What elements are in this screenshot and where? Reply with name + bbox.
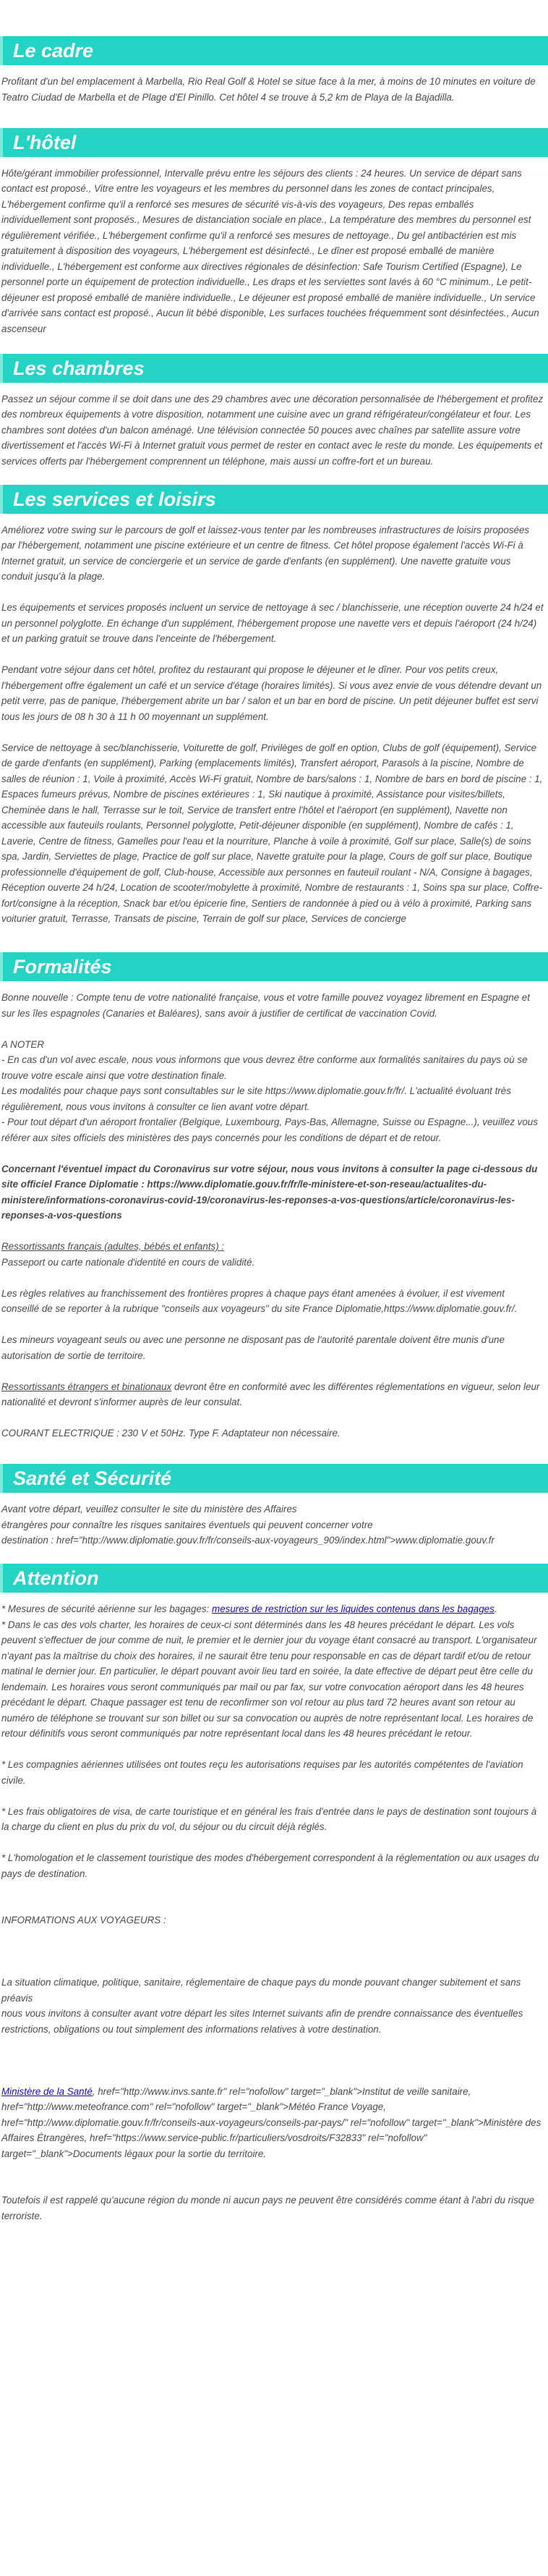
useful-links [1,2084,544,2162]
section-chambres [0,354,548,470]
services-list: Service de nettoyage à sec/blanchisserie, Voiturette de golf, Privilèges de golf en option, Clubs de golf (équipement), Service de garde d'enfants (en supplément), Parking (emplacements limités), Transfert aéroport, Parasols à la piscine, Nombre de salles de réunion : 1, Voile à proximité, Accès Wi-Fi gratuit, Nombre de bars/salons : 1, Nombre de bars en bord de piscine : 1, Espaces fumeurs prévus, Nombre de piscines extérieures : 1, Ski nautique à proximité, Assistance pour visites/billets, Cheminée dans le hall, Terrasse sur le toit, Service de transfert entre l'hôtel et l'aéroport (en supplément), Navette non accessible aux fauteuils roulants, Personnel polyglotte, Petit-déjeuner disponible (en supplément), Nombre de cafés : 1, Laverie, Centre de fitness, Gamelles pour l'eau et la nourriture, Planche à voile à proximité, Golf sur place, Salle(s) de soins spa, Jardin, Serviettes de plage, Practice de golf sur place, Navette gratuite pour la plage, Cours de golf sur place, Boutique professionnelle d'équipement de golf, Club-house, Accessible aux personnes en fauteuil roulant - N/A, Consigne à bagages, Réception ouverte 24 h/24, Location de scooter/mobylette à proximité, Nombre de restaurants : 1, Soins spa sur place, Coffre-fort/consigne à la réception, Snack bar et/ou épicerie fine, Sentiers de randonnée à pied ou à vélo à proximité, Parking sans voiturier gratuit, Terrasse, Transats de piscine, Terrain de golf sur place, Services de concierge [1,742,543,924]
services-intro: Améliorez votre swing sur le parcours de golf et laissez-vous tenter par les nombreuses infrastructures de loisirs proposées par l'hébergement, notamment une piscine extérieure et un centre de fitness. Cet hôtel propose également l'accès Wi-Fi à Internet gratuit, un service de conciergerie et un service de garde d'enfants (en supplément). Une navette gratuite vous conduit jusqu'à la plage. [1,524,530,582]
attention-classification: * L'homologation et le classement touristique des modes d'hébergement correspondent à la réglementation ou aux usages du pays de destination. [1,1852,539,1879]
foreign-text: devront être en conformité avec les différentes réglementations en vigueur, selon leur nationalité et devront s'informer auprès de leur consulat. [1,1381,540,1407]
note-diplomatie: Les modalités pour chaque pays sont consultables sur le site https://www.diplomatie.gouv.fr/fr/. L'actualité évoluant très régulièrement, nous vous invitons à consulter ce lien avant votre départ. [1,1085,511,1112]
links-text: , href="http://www.invs.sante.fr" rel="nofollow" target="_blank">Institut de veille sanitaire, href="http://www.meteofrance.com" rel="nofollow" target="_blank">Météo France Voyage, href="http://www.diplomatie.gouv.fr/fr/conseils-aux-voyageurs/conseils-par-pays/" rel="nofollow" target="_blank">Ministère des Affaires Étrangères, href="https://www.service-public.fr/particuliers/vosdroits/F32833" rel="nofollow" target="_blank">Documents légaux pour la sortie du territoire. [1,2085,541,2159]
note-title: A NOTER [1,1038,45,1050]
sante-line: destination : href="http://www.diplomatie.gouv.fr/fr/conseils-aux-voyageurs_909/index.html">www.diplomatie.gouv.fr [1,1535,495,1546]
sante-text [1,1501,544,1548]
services-dining: Pendant votre séjour dans cet hôtel, profitez du restaurant qui propose le déjeuner et le dîner. Pour vos petits creux, l'hébergement offre également un café et un service d'étage (horaires limités). Si vous avez envie de vous détendre devant un petit verre, pas de panique, l'hébergement abrite un bar / salon et un bar en bord de piscine. Un petit déjeuner buffet est servi tous les jours de 08 h 30 à 11 h 00 moyennant un supplément. [1,664,542,722]
fr-nationals-text: Passeport ou carte nationale d'identité en cours de validité. [1,1256,255,1268]
attention-charter: * Dans le cas des vols charter, les horaires de ceux-ci sont déterminés dans les 48 heures précédant le départ. Les vols peuvent s'effectuer de jour comme de nuit, le premier et le dernier jour du voyage étant consacré au transport. L'organisateur n'ayant pas la maîtrise du choix des horaires, il ne saurait être tenu pour responsable en cas de départ tardif et/ou de retour matinal le dernier jour. En particulier, le départ pouvant avoir lieu tard en soirée, la date effective de départ peut être celle du lendemain. Les horaires vous seront communiqués par mail ou par fax, sur votre convocation aéroport dans les 48 heures précédant le départ. Chaque passager est tenu de reconfirmer son vol retour au plus tard 72 heures avant son retour au numéro de téléphone se trouvant sur son billet ou sur sa convocation ou auprès de notre représentant local. Les horaires de retour définitifs vous seront communiqués par notre représentant local dans les 48 heures précédant le retour. [1,1619,537,1739]
note-stopover: - En cas d'un vol avec escale, nous vous informons que vous devrez être conforme aux formalités sanitaires du pays où se trouve votre escale ainsi que votre destination finale. [1,1054,528,1081]
electric-current: COURANT ELECTRIQUE : 230 V et 50Hz. Type F. Adaptateur non nécessaire. [1,1428,341,1439]
sante-line: étrangères pour connaître les risques sanitaires éventuels qui peuvent concerner votre [1,1519,373,1530]
sante-ministry-link[interactable]: Ministère de la Santé [1,2085,93,2097]
section-title: Les chambres [0,354,548,383]
liquids-restriction-link[interactable]: mesures de restriction sur les liquides contenus dans les bagages [212,1603,495,1614]
foreign-label: Ressortissants étrangers et binationaux [1,1381,172,1392]
covid-notice: Concernant l'éventuel impact du Coronavirus sur votre séjour, nous vous invitons à consulter la page ci-dessous du site officiel France Diplomatie : https://www.diplomatie.gouv.fr/fr/le-ministere-et-son-reseau/actualites-du-ministere/informations-coronavirus-covid-19/coronavirus-les-reponses-a-vos-questions/article/coronavirus-les-reponses-a-vos-questions [1,1163,538,1221]
foreign-nationals [1,1379,544,1410]
attention-visa: * Les frais obligatoires de visa, de carte touristique et en général les frais d'entrée dans le pays de destination sont toujours à la charge du client en plus du prix du vol, du séjour ou du circuit déjà réglés. [1,1805,537,1832]
section-title: Attention [0,1564,548,1593]
chambres-text: Passez un séjour comme il se doit dans une des 29 chambres avec une décoration personnalisée de l'hébergement et profitez des nombreux équipements à votre disposition, notamment une cuisine avec un grand réfrigérateur/congélateur et four. Les chambres sont dotées d'un balcon aménagé. Une télévision connectée 50 pouces avec chaînes par satellite assure votre divertissement et l'accès Wi-Fi à Internet gratuit vous permet de rester en contact avec le reste du monde. Les équipements et services offerts par l'hébergement comprennent un téléphone, mais aussi un coffre-fort et un bureau. [1,393,544,467]
cadre-text: Profitant d'un bel emplacement à Marbella, Rio Real Golf & Hotel se situe face à la mer, à moins de 10 minutes en voiture de Teatro Ciudad de Marbella et de Plage d'El Pinillo. Cet hôtel 4 se trouve à 5,2 km de Playa de la Bajadilla. [1,76,536,103]
section-cadre [0,36,548,105]
attention-airlines: * Les compagnies aériennes utilisées ont toutes reçu les autorisations requises par les autorités compétentes de l'aviation civile. [1,1759,523,1786]
note-border-airport: - Pour tout départ d'un aéroport frontalier (Belgique, Luxembourg, Pays-Bas, Allemagne, Suisse ou Espagne...), veuillez vous référer aux sites officiels des ministères des pays concernés pour les conditions de départ et de retour. [1,1117,538,1143]
hotel-text: Hôte/gérant immobilier professionnel, Intervalle prévu entre les séjours des clients : 24 heures. Un service de départ sans contact est proposé., Vitre entre les voyageurs et les membres du personnel dans les zones de contact principales, L'hébergement confirme qu'il a renforcé ses mesures de sécurité vis-à-vis des voyageurs, Des repas emballés individuellement sont proposés., Mesures de distanciation sociale en place., La température des membres du personnel est régulièrement vérifiée., L'hébergement confirme qu'il a renforcé ses mesures de nettoyage., Du gel antibactérien est mis gratuitement à disposition des voyageurs, L'hébergement est désinfecté., Le dîner est proposé emballé de manière individuelle., L'hébergement est conforme aux directives régionales de désinfection: Safe Tourism Certified (Espagne), Le personnel porte un équipement de protection individuelle., Les draps et les serviettes sont lavés à 60 °C minimum., Le petit-déjeuner est proposé emballé de manière individuelle., Le déjeuner est proposé emballé de manière individuelle., Un service d'arrivée sans contact est proposé., Aucun lit bébé disponible, Les surfaces touchées fréquemment sont désinfectées., Aucun ascenseur [1,167,539,334]
section-title: Santé et Sécurité [0,1464,548,1493]
info-voyageurs-title: INFORMATIONS AUX VOYAGEURS : [1,1915,166,1925]
sante-line: Avant votre départ, veuillez consulter le site du ministère des Affaires [1,1504,297,1514]
section-hotel [0,128,548,337]
situation-text: La situation climatique, politique, sanitaire, réglementaire de chaque pays du monde pouvant changer subitement et sans préavis [1,1977,521,2004]
fr-nationals-label: Ressortissants français (adultes, bébés et enfants) : [1,1241,225,1252]
section-title: Les services et loisirs [0,485,548,514]
borders-text: Les règles relatives au franchissement des frontières propres à chaque pays étant amenées à évoluer, il est vivement conseillé de se reporter à la rubrique "conseils aux voyageurs" du site France Diplomatie,https://www.diplomatie.gouv.fr/. [1,1287,518,1314]
section-attention [0,1564,548,2224]
baggage-text: * Mesures de sécurité aérienne sur les bagages: [1,1603,213,1614]
formalites-intro: Bonne nouvelle : Compte tenu de votre nationalité française, vous et votre famille pouvez voyagez librement en Espagne et sur les îles espagnoles (Canaries et Baléares), sans avoir à justifier de certificat de vaccination Covid. [1,992,530,1019]
section-services [0,485,548,927]
section-title: L'hôtel [0,128,548,157]
situation-text-2: nous vous invitons à consulter avant votre départ les sites Internet suivants afin de prendre connaissance des éventuelles restrictions, obligations ou tout simplement des informations relatives à votre destination. [1,2008,523,2035]
services-equipment: Les équipements et services proposés incluent un service de nettoyage à sec / blanchisserie, une réception ouverte 24 h/24 et un personnel polyglotte. En échange d'un supplément, l'hébergement propose une navette vers et depuis l'aéroport (24 h/24) et un parking gratuit se trouve dans l'enceinte de l'hébergement. [1,602,544,644]
section-sante [0,1464,548,1548]
section-title: Le cadre [0,36,548,65]
section-formalites [0,952,548,1441]
attention-baggage [1,1601,544,1617]
baggage-end: . [494,1603,497,1614]
minors-text: Les mineurs voyageant seuls ou avec une personne ne disposant pas de l'autorité parentale doivent être munis d'une autorisation de sortie de territoire. [1,1334,505,1361]
section-title: Formalités [0,952,548,981]
terror-risk: Toutefois il est rappelé qu'aucune région du monde ni aucun pays ne peuvent être considérés comme étant à l'abri du risque terroriste. [1,2195,535,2221]
